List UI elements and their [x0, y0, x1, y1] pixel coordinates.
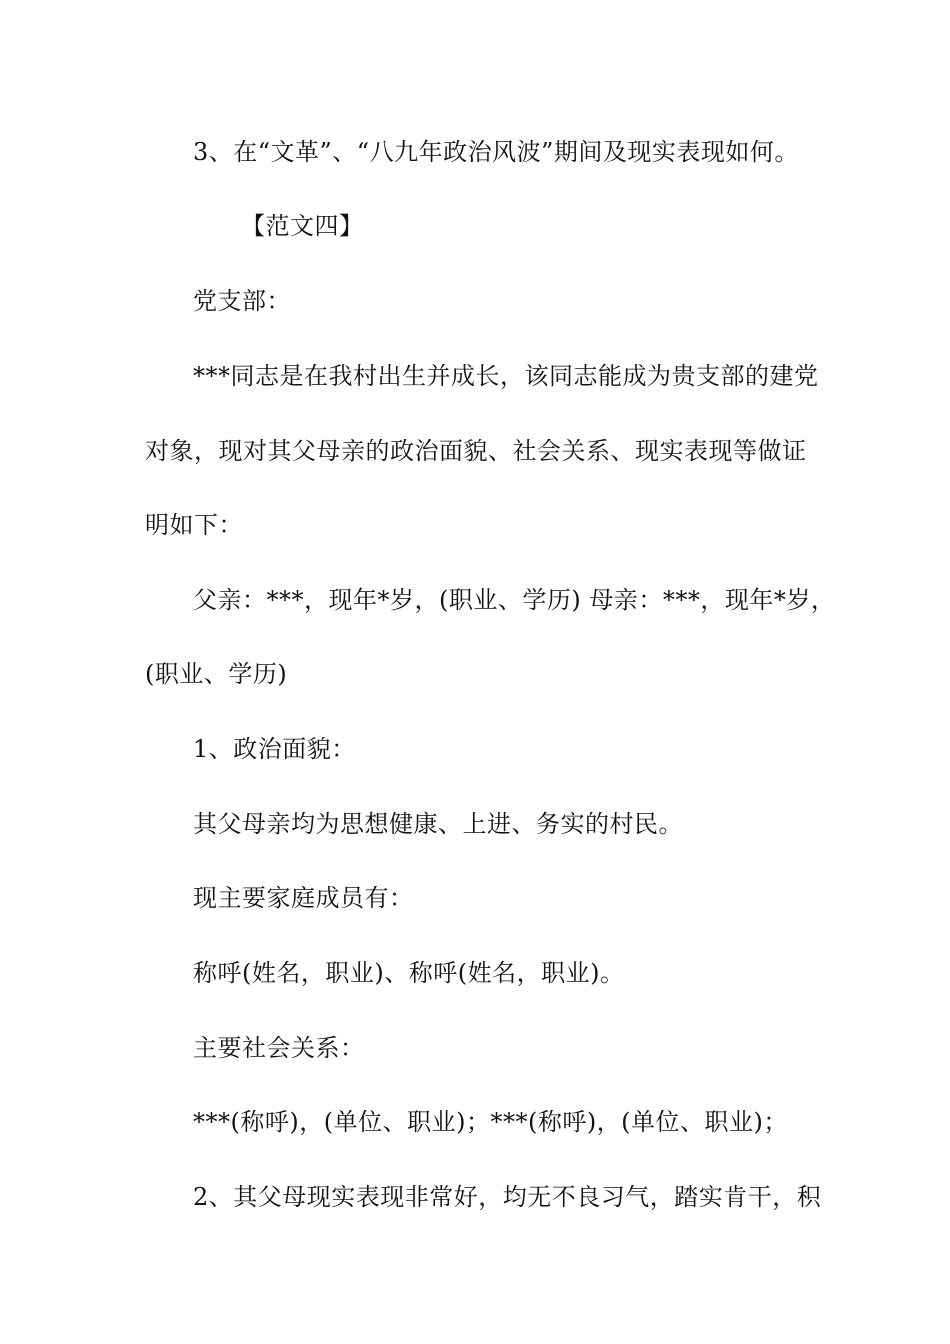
section-heading: 【范文四】 — [241, 212, 364, 240]
paragraph-line: 现主要家庭成员有： — [193, 884, 414, 912]
paragraph-line: 2、其父母现实表现非常好，均无不良习气，踏实肯干，积 — [193, 1183, 822, 1211]
paragraph-line: ***同志是在我村出生并成长，该同志能成为贵支部的建党 — [193, 362, 819, 390]
paragraph-line: 3、在“文革”、“八九年政治风波”期间及现实表现如何。 — [193, 138, 799, 166]
paragraph-line: 对象，现对其父母亲的政治面貌、社会关系、现实表现等做证 — [145, 437, 807, 465]
paragraph-line: ***(称呼)，(单位、职业)；***(称呼)，(单位、职业)； — [193, 1108, 788, 1136]
salutation: 党支部： — [193, 287, 291, 315]
subheading: 1、政治面貌： — [193, 735, 356, 763]
paragraph-line: 主要社会关系： — [193, 1034, 365, 1062]
paragraph-line: 父亲：***，现年*岁，(职业、学历) 母亲：***，现年*岁， — [193, 586, 836, 614]
paragraph-line: (职业、学历) — [145, 660, 288, 688]
paragraph-line: 明如下： — [145, 511, 243, 539]
paragraph-line: 称呼(姓名，职业)、称呼(姓名，职业)。 — [193, 959, 625, 987]
paragraph-line: 其父母亲均为思想健康、上进、务实的村民。 — [193, 810, 683, 838]
